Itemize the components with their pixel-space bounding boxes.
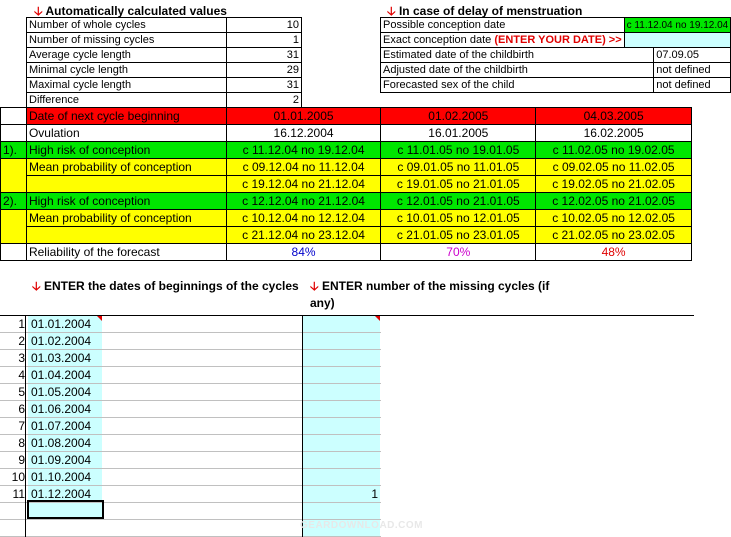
down-arrow-icon: 🡣 — [32, 279, 41, 293]
cycle-date-input[interactable]: 01.06.2004 — [31, 402, 92, 416]
missing-cycles-input[interactable] — [302, 333, 378, 350]
cycle-date-input[interactable]: 01.03.2004 — [31, 351, 92, 365]
row-number: 2 — [0, 333, 26, 350]
forecast-cell: c 09.02.05 no 11.02.05 — [536, 159, 692, 176]
forecast-label: Ovulation — [26, 125, 226, 142]
reliability-value: 84% — [226, 244, 381, 261]
forecast-cell: c 19.01.05 no 21.01.05 — [381, 176, 536, 193]
auto-value: 2 — [227, 93, 302, 108]
forecast-label: Mean probability of conception — [26, 210, 226, 227]
missing-cycles-input[interactable]: 1 — [302, 486, 378, 503]
cycle-date-input[interactable]: 01.10.2004 — [31, 470, 92, 484]
forecast-cell: c 19.02.05 no 21.02.05 — [536, 176, 692, 193]
down-arrow-icon: 🡣 — [310, 279, 319, 293]
list-item — [0, 316, 381, 333]
auto-value-label: Number of missing cycles — [27, 33, 227, 48]
forecast-cell: 16.02.2005 — [536, 125, 692, 142]
list-item — [0, 401, 381, 418]
auto-value: 1 — [227, 33, 302, 48]
missing-cycles-input[interactable] — [302, 452, 378, 469]
forecast-num: 2). — [1, 193, 27, 210]
delay-table — [380, 17, 731, 93]
down-arrow-icon: 🡣 — [387, 4, 396, 18]
missing-cycles-input[interactable] — [302, 401, 378, 418]
forecast-cell: c 11.01.05 no 19.01.05 — [381, 142, 536, 159]
forecast-label — [26, 227, 226, 244]
row-number: 9 — [0, 452, 26, 469]
forecast-num — [1, 108, 27, 125]
row-number: 6 — [0, 401, 26, 418]
estimated-label: Estimated date of the childbirth — [381, 48, 654, 63]
forecast-cell: 16.12.2004 — [226, 125, 381, 142]
row-number: 3 — [0, 350, 26, 367]
auto-value: 29 — [227, 63, 302, 78]
auto-value: 10 — [227, 18, 302, 33]
auto-value-label: Difference — [27, 93, 227, 108]
auto-value-label: Average cycle length — [27, 48, 227, 63]
auto-value: 31 — [227, 78, 302, 93]
forecast-num — [1, 125, 27, 142]
list-item — [0, 469, 381, 486]
enter-dates-header: 🡣 ENTER the dates of beginnings of the cycles — [32, 279, 299, 293]
row-number: 1 — [0, 316, 26, 333]
cycle-date-input[interactable]: 01.02.2004 — [31, 334, 92, 348]
missing-cycles-input[interactable] — [302, 367, 378, 384]
auto-values-header: 🡣 Automatically calculated values — [34, 4, 227, 18]
forecast-cell: c 10.01.05 no 12.01.05 — [381, 210, 536, 227]
forecast-label: High risk of conception — [26, 193, 226, 210]
missing-cycles-input[interactable] — [302, 469, 378, 486]
auto-value-label: Minimal cycle length — [27, 63, 227, 78]
forecast-cell: c 09.01.05 no 11.01.05 — [381, 159, 536, 176]
forecast-cell: 01.01.2005 — [226, 108, 381, 125]
exact-date-input[interactable] — [624, 33, 731, 48]
forecast-num — [1, 159, 27, 193]
forecast-cell: c 11.12.04 no 19.12.04 — [226, 142, 381, 159]
forecast-cell: c 12.01.05 no 21.01.05 — [381, 193, 536, 210]
cycle-date-input[interactable]: 01.08.2004 — [31, 436, 92, 450]
row-number: 8 — [0, 435, 26, 452]
cycle-date-input[interactable]: 01.01.2004 — [31, 317, 92, 331]
sex-label: Forecasted sex of the child — [381, 78, 654, 93]
possible-value: c 11.12.04 no 19.12.04 — [624, 18, 731, 33]
missing-cycles-input[interactable] — [302, 384, 378, 401]
reliability-label: Reliability of the forecast — [26, 244, 226, 261]
forecast-label: Mean probability of conception — [26, 159, 226, 176]
cycle-date-input[interactable]: 01.05.2004 — [31, 385, 92, 399]
forecast-label: High risk of conception — [26, 142, 226, 159]
enter-missing-header: 🡣 ENTER number of the missing cycles (if any) — [310, 279, 550, 310]
possible-label: Possible conception date — [381, 18, 625, 33]
row-number: 10 — [0, 469, 26, 486]
reliability-value: 70% — [381, 244, 536, 261]
list-item — [0, 435, 381, 452]
reliability-value: 48% — [536, 244, 692, 261]
sex-value: not defined — [654, 78, 731, 93]
forecast-cell: c 09.12.04 no 11.12.04 — [226, 159, 381, 176]
forecast-cell: 16.01.2005 — [381, 125, 536, 142]
cycle-date-input[interactable]: 01.12.2004 — [31, 487, 92, 501]
forecast-num: 1). — [1, 142, 27, 159]
cycle-date-input[interactable]: 01.04.2004 — [31, 368, 92, 382]
list-item — [0, 367, 381, 384]
forecast-cell: c 10.02.05 no 12.02.05 — [536, 210, 692, 227]
forecast-cell: c 19.12.04 no 21.12.04 — [226, 176, 381, 193]
cycle-date-input[interactable]: 01.07.2004 — [31, 419, 92, 433]
forecast-label: Date of next cycle beginning — [26, 108, 226, 125]
forecast-cell: 04.03.2005 — [536, 108, 692, 125]
forecast-cell: c 11.02.05 no 19.02.05 — [536, 142, 692, 159]
estimated-value: 07.09.05 — [654, 48, 731, 63]
list-item — [0, 333, 381, 350]
missing-cycles-input[interactable] — [302, 350, 378, 367]
down-arrow-icon: 🡣 — [34, 4, 43, 18]
list-item — [0, 418, 381, 435]
auto-value-label: Maximal cycle length — [27, 78, 227, 93]
list-item — [0, 350, 381, 367]
auto-values-table — [26, 17, 302, 108]
missing-cycles-input[interactable] — [302, 316, 378, 333]
row-number: 4 — [0, 367, 26, 384]
forecast-cell: c 21.12.04 no 23.12.04 — [226, 227, 381, 244]
missing-cycles-input[interactable] — [302, 435, 378, 452]
delay-header: 🡣 In case of delay of menstruation — [387, 4, 583, 18]
cycle-date-input[interactable]: 01.09.2004 — [31, 453, 92, 467]
forecast-num — [1, 244, 27, 261]
forecast-num — [1, 210, 27, 244]
adjusted-label: Adjusted date of the childbirth — [381, 63, 654, 78]
auto-value: 31 — [227, 48, 302, 63]
row-number: 11 — [0, 486, 26, 503]
auto-value-label: Number of whole cycles — [27, 18, 227, 33]
list-item — [0, 384, 381, 401]
forecast-cell: c 21.01.05 no 23.01.05 — [381, 227, 536, 244]
row-number: 7 — [0, 418, 26, 435]
adjusted-value: not defined — [654, 63, 731, 78]
forecast-cell: 01.02.2005 — [381, 108, 536, 125]
row-number: 5 — [0, 384, 26, 401]
forecast-label — [26, 176, 226, 193]
exact-label: Exact conception date (ENTER YOUR DATE) >> — [381, 33, 625, 48]
forecast-cell: c 12.02.05 no 21.02.05 — [536, 193, 692, 210]
missing-cycles-input[interactable] — [302, 418, 378, 435]
list-item — [0, 452, 381, 469]
forecast-cell: c 12.12.04 no 21.12.04 — [226, 193, 381, 210]
active-cell[interactable] — [27, 500, 104, 519]
watermark: GEARDOWNLOAD.COM — [300, 520, 423, 531]
forecast-cell: c 21.02.05 no 23.02.05 — [536, 227, 692, 244]
forecast-cell: c 10.12.04 no 12.12.04 — [226, 210, 381, 227]
forecast-table — [0, 107, 692, 261]
